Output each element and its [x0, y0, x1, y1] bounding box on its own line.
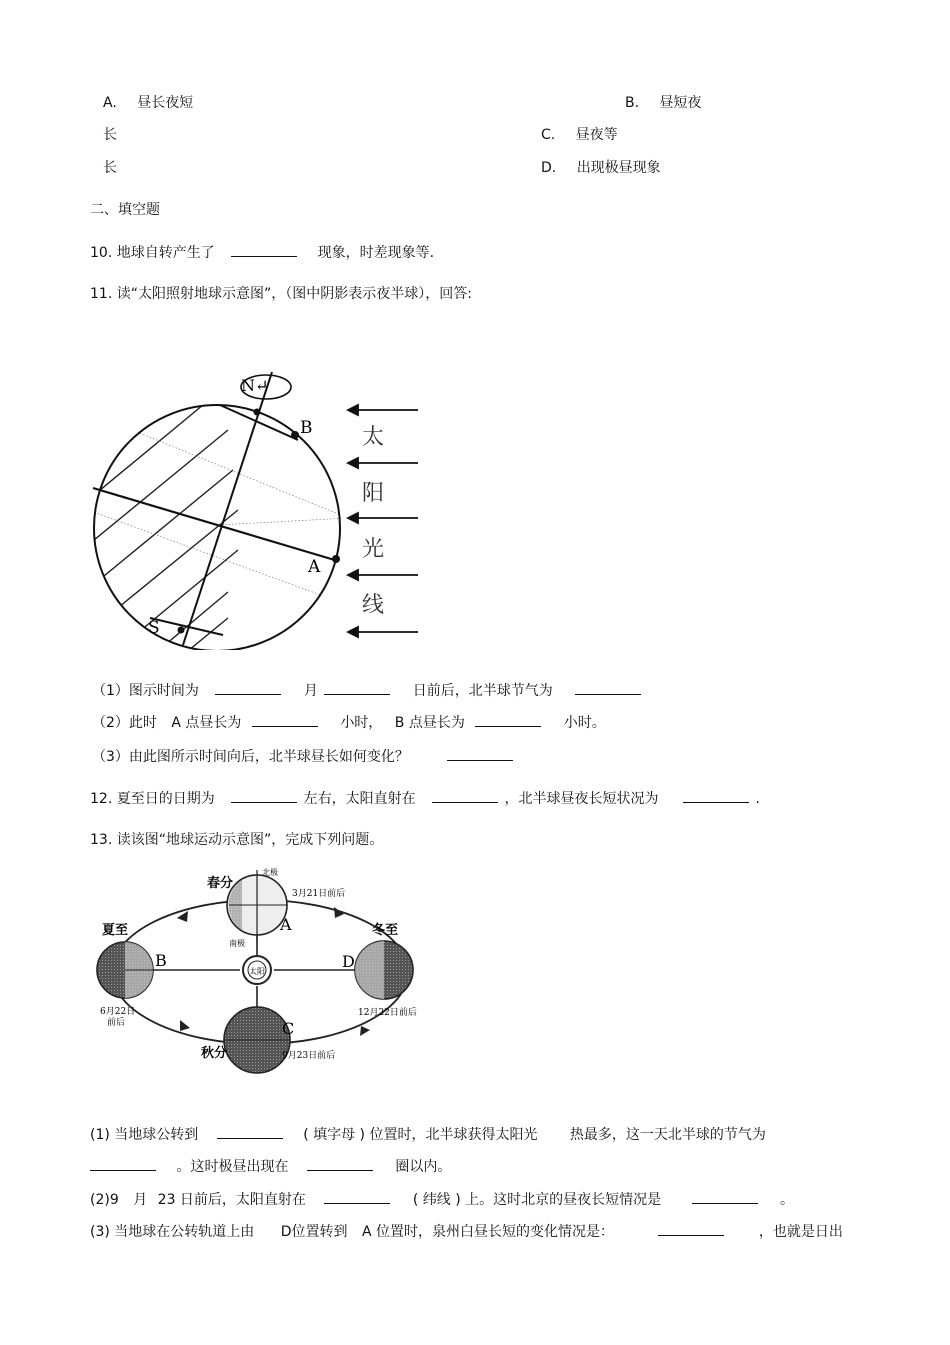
q11-s2-mid3: B 点昼长为	[394, 715, 465, 731]
q13-s1-pre: (1) 当地球公转到	[90, 1127, 199, 1143]
sun-char-4: 线	[362, 593, 385, 618]
q11-sub-2	[92, 713, 606, 732]
q11-s2-blank-2[interactable]	[475, 713, 541, 727]
q13-s2-mid1: 月	[133, 1192, 148, 1208]
option-d-text: 出现极昼现象	[576, 160, 661, 176]
point-a-dot	[332, 555, 340, 563]
q11-sub-1	[92, 681, 641, 700]
option-b	[625, 94, 702, 112]
south-pole-dot	[178, 627, 185, 634]
option-b-letter: B.	[625, 95, 640, 111]
q12-blank-1[interactable]	[231, 789, 297, 803]
q13-s1-blank-3[interactable]	[307, 1157, 373, 1171]
q11-s2-blank-1[interactable]	[252, 713, 318, 727]
q11-sub-3	[92, 747, 513, 766]
pos-a-label: A	[280, 915, 292, 934]
pos-c-label: C	[282, 1019, 295, 1038]
q12-mid1: 左右，太阳直射在	[303, 791, 416, 807]
spring-label: 春分	[207, 876, 234, 891]
q10-text-pre: 10. 地球自转产生了	[90, 245, 215, 261]
option-b-continued: 长	[103, 127, 117, 143]
q11-s2-mid1: A 点昼长为	[171, 715, 242, 731]
q13-sub-1-line-1	[90, 1125, 766, 1144]
option-c-continued: 长	[103, 160, 117, 176]
q11-s1-blank-3[interactable]	[575, 681, 641, 695]
q13-s3-mid1: D位置转到	[280, 1224, 348, 1240]
q13-sub-3	[90, 1222, 843, 1241]
q10-blank[interactable]	[231, 243, 297, 257]
q11-s3-pre: （3）由此图所示时间向后，北半球昼长如何变化？	[92, 749, 409, 765]
winter-date: 12月22日前后	[358, 1008, 417, 1018]
question-13-stem: 13. 读该图“地球运动示意图”，完成下列问题。	[90, 832, 384, 848]
option-a-text: 昼长夜短	[137, 95, 194, 111]
q13-s1-line2-post: 圈以内。	[395, 1159, 452, 1175]
north-pole-label: 北极	[262, 868, 278, 877]
autumn-date: 9月23日前后	[282, 1051, 336, 1061]
q11-s2-mid2: 小时，	[340, 715, 383, 731]
q13-s1-line2-mid: 。这时极昼出现在	[176, 1159, 289, 1175]
q13-s2-blank-1[interactable]	[324, 1190, 390, 1204]
pos-d-label: D	[342, 952, 355, 971]
earth-orbit-figure	[92, 860, 442, 1075]
q11-s1-blank-2[interactable]	[324, 681, 390, 695]
q12-post: .	[755, 791, 760, 807]
winter-label: 冬至	[372, 923, 399, 938]
question-11-stem: 11. 读“太阳照射地球示意图”，（图中阴影表示夜半球），回答:	[90, 286, 472, 302]
q11-s1-mid2: 日前后，北半球节气为	[412, 683, 553, 699]
option-a	[103, 94, 193, 112]
north-label: N↵	[241, 376, 269, 395]
sun-char-3: 光	[362, 537, 385, 562]
q11-s1-mid1: 月	[303, 683, 318, 699]
q10-text-post: 现象，时差现象等.	[317, 245, 435, 261]
q12-blank-3[interactable]	[683, 789, 749, 803]
q11-s1-blank-1[interactable]	[215, 681, 281, 695]
q12-pre: 12. 夏至日的日期为	[90, 791, 215, 807]
q13-sub-2	[90, 1190, 794, 1209]
option-d	[541, 159, 661, 177]
q13-s2-post: 。	[780, 1192, 795, 1208]
pos-b-label: B	[155, 951, 167, 970]
option-a-letter: A.	[103, 95, 117, 111]
q13-s3-post: ，也就是日出	[758, 1224, 843, 1240]
south-label: S	[148, 618, 160, 638]
q13-s1-mid1: ( 填字母 ) 位置时，北半球获得太阳光	[303, 1127, 538, 1143]
q13-s2-mid2: 23 日前后，太阳直射在	[157, 1192, 306, 1208]
point-b-label: B	[300, 418, 313, 438]
q11-s2-post: 小时。	[563, 715, 606, 731]
option-c	[541, 126, 618, 144]
q13-s2-mid3: ( 纬线 ) 上。这时北京的昼夜长短情况是	[412, 1192, 662, 1208]
q12-mid2: ，北半球昼夜长短状况为	[504, 791, 659, 807]
option-c-text: 昼夜等	[575, 127, 618, 143]
q13-s1-blank-2[interactable]	[90, 1157, 156, 1171]
q11-s1-pre: （1）图示时间为	[92, 683, 199, 699]
sun-char-2: 阳	[362, 481, 385, 506]
q11-s2-pre: （2）此时	[92, 715, 157, 731]
q13-s3-mid2: A 位置时，泉州白昼长短的变化情况是：	[361, 1224, 614, 1240]
sun-char-1: 太	[362, 425, 385, 450]
question-10	[90, 243, 434, 262]
summer-date-1: 6月22日	[100, 1007, 136, 1017]
spring-date: 3月21日前后	[292, 889, 346, 899]
option-d-letter: D.	[541, 160, 557, 176]
sunlight-earth-figure	[88, 360, 433, 650]
question-12	[90, 789, 760, 808]
q13-s1-blank-1[interactable]	[217, 1125, 283, 1139]
autumn-label: 秋分	[201, 1046, 228, 1061]
q13-s3-blank[interactable]	[658, 1222, 724, 1236]
section-title: 二、填空题	[90, 202, 160, 218]
option-b-text: 昼短夜	[659, 95, 702, 111]
q11-s3-blank[interactable]	[447, 747, 513, 761]
q12-blank-2[interactable]	[432, 789, 498, 803]
q13-s2-blank-2[interactable]	[692, 1190, 758, 1204]
equator-line	[93, 488, 338, 561]
option-c-letter: C.	[541, 127, 556, 143]
sun-label: 太阳	[249, 967, 265, 976]
point-b-dot	[291, 431, 299, 439]
point-a-label: A	[308, 557, 321, 577]
q13-s3-pre: (3) 当地球在公转轨道上由	[90, 1224, 255, 1240]
summer-date-2: 前后	[107, 1018, 126, 1028]
summer-label: 夏至	[102, 923, 129, 938]
q13-s2-pre: (2)9	[90, 1192, 119, 1208]
q13-s1-post: 热最多，这一天北半球的节气为	[569, 1127, 766, 1143]
north-pole-dot	[254, 409, 261, 416]
q13-sub-1-line-2	[90, 1157, 451, 1176]
south-pole-label: 南极	[229, 939, 245, 948]
